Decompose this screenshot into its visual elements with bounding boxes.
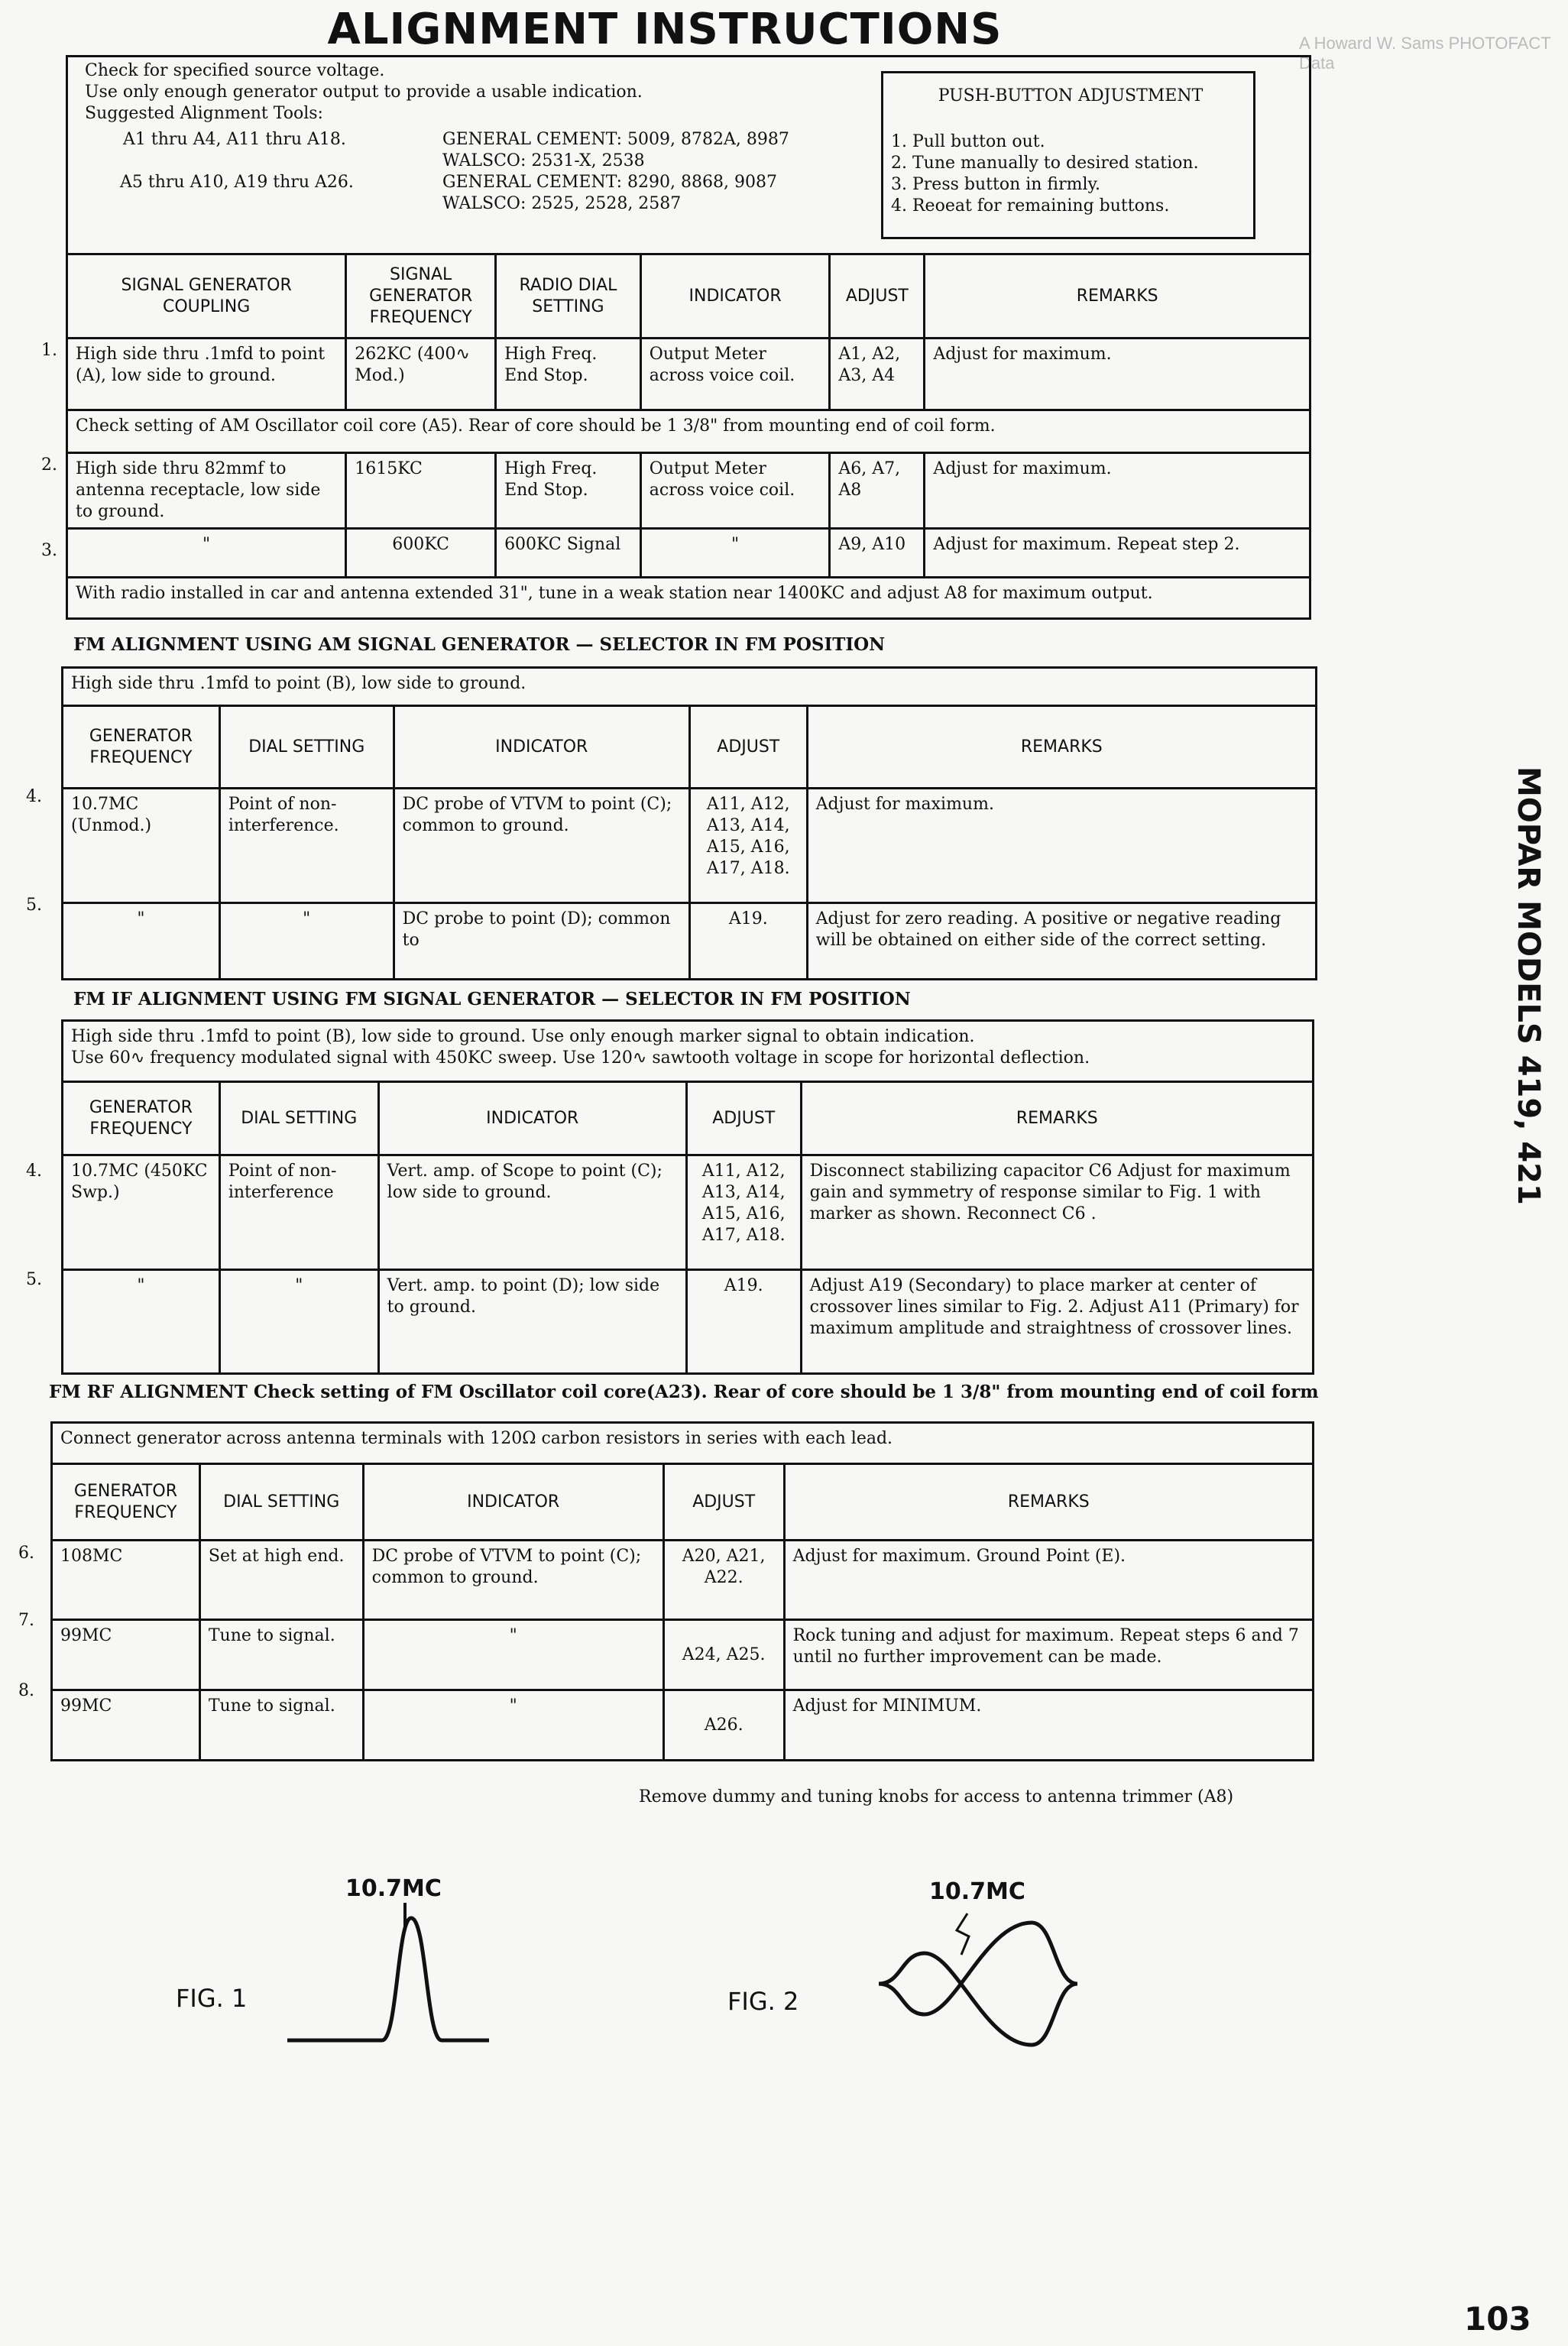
fm-if-table — [61, 1019, 1314, 1375]
cell-dial: " — [219, 1270, 378, 1374]
cell-adjust: A20, A21, A22. — [663, 1541, 784, 1620]
cell-adjust: A1, A2, A3, A4 — [830, 339, 925, 410]
tool-vendor2-2: WALSCO: 2525, 2528, 2587 — [442, 194, 682, 213]
am-header-adjust: ADJUST — [830, 254, 925, 339]
cell-frequency: " — [63, 903, 220, 980]
table-row — [67, 453, 1310, 529]
fm-rf-header-adjust: ADJUST — [663, 1464, 784, 1541]
tool-vendor2-1: WALSCO: 2531-X, 2538 — [442, 151, 645, 170]
row-number: 8. — [18, 1681, 34, 1700]
cell-adjust: A11, A12, A13, A14, A15, A16, A17, A18. — [689, 789, 807, 903]
cell-frequency: 262KC (400∿ Mod.) — [346, 339, 496, 410]
am-header-remarks: REMARKS — [925, 254, 1310, 339]
cell-adjust: A9, A10 — [830, 529, 925, 578]
cell-remarks: Adjust for maximum. — [925, 453, 1310, 529]
cell-remarks: Adjust for MINIMUM. — [784, 1690, 1313, 1761]
table-row — [52, 1541, 1314, 1620]
fm-am-header-adjust: ADJUST — [689, 706, 807, 789]
cell-adjust: A11, A12, A13, A14, A15, A16, A17, A18. — [686, 1155, 801, 1270]
cell-indicator: Output Meter across voice coil. — [640, 339, 830, 410]
intro-box — [66, 55, 1311, 255]
row-number: 4. — [26, 1162, 42, 1181]
fig2-label: FIG. 2 — [727, 1987, 799, 2016]
row-number: 6. — [18, 1544, 34, 1563]
fm-am-note: High side thru .1mfd to point (B), low side to ground. — [63, 668, 1317, 706]
page-number: 103 — [1464, 2300, 1531, 2338]
row-number: 5. — [26, 896, 42, 915]
cell-indicator: " — [363, 1620, 663, 1690]
am-alignment-table — [66, 253, 1311, 620]
row-number: 7. — [18, 1611, 34, 1630]
cell-adjust: A26. — [663, 1690, 784, 1761]
push-step-2: 2. Tune manually to desired station. — [891, 154, 1199, 173]
cell-dial: Tune to signal. — [199, 1690, 363, 1761]
cell-dial: Tune to signal. — [199, 1620, 363, 1690]
cell-indicator: " — [363, 1690, 663, 1761]
fig2-crossover-curve — [871, 1907, 1085, 2060]
fm-rf-header-indicator: INDICATOR — [363, 1464, 663, 1541]
cell-indicator: " — [640, 529, 830, 578]
fm-if-header-remarks: REMARKS — [801, 1082, 1313, 1155]
row-number: 3. — [41, 541, 57, 560]
cell-remarks: Adjust A19 (Secondary) to place marker at center of crossover lines similar to Fig. 2. Adjust A11 (Primary) for maximum amplitude and straightness of crossover lines. — [801, 1270, 1313, 1374]
table-row — [52, 1620, 1314, 1690]
tool-range-1: A1 thru A4, A11 thru A18. — [123, 130, 346, 149]
section-title-fm-if: FM IF ALIGNMENT USING FM SIGNAL GENERATOR — SELECTOR IN FM POSITION — [73, 989, 911, 1009]
push-step-4: 4. Reoeat for remaining buttons. — [891, 196, 1170, 215]
cell-remarks: Adjust for maximum. — [925, 339, 1310, 410]
row-number: 5. — [26, 1270, 42, 1289]
table-row — [67, 339, 1310, 410]
fm-am-header-frequency: GENERATOR FREQUENCY — [63, 706, 220, 789]
cell-coupling: High side thru .1mfd to point (A), low side to ground. — [67, 339, 346, 410]
faint-header: A Howard W. Sams PHOTOFACT Data — [1299, 34, 1551, 73]
cell-remarks: Adjust for maximum. Repeat step 2. — [925, 529, 1310, 578]
cell-adjust: A19. — [689, 903, 807, 980]
table-row — [63, 1270, 1314, 1374]
push-step-3: 3. Press button in firmly. — [891, 175, 1101, 194]
push-step-1: 1. Pull button out. — [891, 132, 1045, 151]
cell-frequency: 108MC — [52, 1541, 200, 1620]
cell-remarks: Adjust for maximum. — [807, 789, 1316, 903]
page-title: ALIGNMENT INSTRUCTIONS — [327, 5, 1003, 54]
cell-frequency: 99MC — [52, 1690, 200, 1761]
side-title-text: MOPAR MODELS 419, 421 — [1511, 766, 1546, 1205]
fm-rf-note: Connect generator across antenna terminals with 120Ω carbon resistors in series with each lead. — [52, 1423, 1314, 1464]
fm-if-header-indicator: INDICATOR — [378, 1082, 686, 1155]
cell-adjust: A6, A7, A8 — [830, 453, 925, 529]
fm-am-header-remarks: REMARKS — [807, 706, 1316, 789]
fm-rf-header-frequency: GENERATOR FREQUENCY — [52, 1464, 200, 1541]
cell-coupling: High side thru 82mmf to antenna receptacle, low side to ground. — [67, 453, 346, 529]
fm-rf-header-dial: DIAL SETTING — [199, 1464, 363, 1541]
fm-am-header-indicator: INDICATOR — [394, 706, 689, 789]
section-title-fm-am: FM ALIGNMENT USING AM SIGNAL GENERATOR — SELECTOR IN FM POSITION — [73, 634, 886, 655]
table-row — [52, 1690, 1314, 1761]
cell-frequency: " — [63, 1270, 220, 1374]
cell-indicator: DC probe to point (D); common to — [394, 903, 689, 980]
tool-range-2: A5 thru A10, A19 thru A26. — [120, 173, 354, 192]
fig1-response-curve — [283, 1903, 497, 2048]
side-title — [1498, 764, 1559, 1205]
fig2-caption: 10.7MC — [929, 1878, 1025, 1905]
am-header-dial: RADIO DIAL SETTING — [496, 254, 641, 339]
table-row — [63, 903, 1317, 980]
cell-coupling: " — [67, 529, 346, 578]
tool-vendor1-1: GENERAL CEMENT: 5009, 8782A, 8987 — [442, 130, 789, 149]
fm-am-table — [61, 666, 1317, 980]
cell-frequency: 99MC — [52, 1620, 200, 1690]
am-note-oscillator: Check setting of AM Oscillator coil core (A5). Rear of core should be 1 3/8" from mounting end of coil form. — [67, 410, 1310, 453]
cell-dial: High Freq. End Stop. — [496, 339, 641, 410]
cell-remarks: Disconnect stabilizing capacitor C6 Adjust for maximum gain and symmetry of response similar to Fig. 1 with marker as shown. Reconnect C6 . — [801, 1155, 1313, 1270]
cell-indicator: Vert. amp. to point (D); low side to ground. — [378, 1270, 686, 1374]
cell-dial: Set at high end. — [199, 1541, 363, 1620]
cell-frequency: 10.7MC (Unmod.) — [63, 789, 220, 903]
push-button-title: PUSH-BUTTON ADJUSTMENT — [938, 86, 1204, 105]
cell-remarks: Rock tuning and adjust for maximum. Repeat steps 6 and 7 until no further improvement can be made. — [784, 1620, 1313, 1690]
table-row — [63, 789, 1317, 903]
am-note-antenna: With radio installed in car and antenna extended 31", tune in a weak station near 1400KC and adjust A8 for maximum output. — [67, 578, 1310, 619]
intro-line2: Use only enough generator output to provide a usable indication. — [85, 83, 643, 102]
intro-line1: Check for specified source voltage. — [85, 61, 385, 80]
push-button-box — [881, 71, 1255, 239]
cell-indicator: DC probe of VTVM to point (C); common to ground. — [363, 1541, 663, 1620]
am-header-frequency: SIGNAL GENERATOR FREQUENCY — [346, 254, 496, 339]
cell-adjust: A24, A25. — [663, 1620, 784, 1690]
fig1-caption: 10.7MC — [345, 1875, 442, 1902]
fm-if-notes — [63, 1021, 1314, 1082]
am-header-coupling: SIGNAL GENERATOR COUPLING — [67, 254, 346, 339]
fm-if-note-2: Use 60∿ frequency modulated signal with 450KC sweep. Use 120∿ sawtooth voltage in scope for horizontal deflection. — [71, 1048, 1090, 1068]
cell-adjust: A19. — [686, 1270, 801, 1374]
fm-if-header-adjust: ADJUST — [686, 1082, 801, 1155]
cell-dial: Point of non-interference. — [219, 789, 394, 903]
intro-line3: Suggested Alignment Tools: — [85, 104, 323, 123]
cell-dial: Point of non-interference — [219, 1155, 378, 1270]
fm-rf-table — [50, 1421, 1314, 1761]
cell-indicator: DC probe of VTVM to point (C); common to ground. — [394, 789, 689, 903]
table-row — [67, 529, 1310, 578]
cell-dial: 600KC Signal — [496, 529, 641, 578]
cell-dial: High Freq. End Stop. — [496, 453, 641, 529]
cell-remarks: Adjust for zero reading. A positive or negative reading will be obtained on either side of the correct setting. — [807, 903, 1316, 980]
fm-if-header-frequency: GENERATOR FREQUENCY — [63, 1082, 220, 1155]
cell-frequency: 1615KC — [346, 453, 496, 529]
fm-rf-header-remarks: REMARKS — [784, 1464, 1313, 1541]
cell-indicator: Vert. amp. of Scope to point (C); low side to ground. — [378, 1155, 686, 1270]
tool-vendor1-2: GENERAL CEMENT: 8290, 8868, 9087 — [442, 173, 777, 192]
cell-frequency: 10.7MC (450KC Swp.) — [63, 1155, 220, 1270]
row-number: 1. — [41, 341, 57, 360]
cell-dial: " — [219, 903, 394, 980]
cell-indicator: Output Meter across voice coil. — [640, 453, 830, 529]
fm-if-note-1: High side thru .1mfd to point (B), low side to ground. Use only enough marker signal to obtain indication. — [71, 1027, 975, 1046]
fig1-label: FIG. 1 — [176, 1984, 248, 2013]
table-row — [63, 1155, 1314, 1270]
fm-if-header-dial: DIAL SETTING — [219, 1082, 378, 1155]
row-number: 2. — [41, 455, 57, 475]
am-header-indicator: INDICATOR — [640, 254, 830, 339]
fm-am-header-dial: DIAL SETTING — [219, 706, 394, 789]
cell-remarks: Adjust for maximum. Ground Point (E). — [784, 1541, 1313, 1620]
footer-note: Remove dummy and tuning knobs for access to antenna trimmer (A8) — [639, 1787, 1234, 1806]
section-title-fm-rf: FM RF ALIGNMENT Check setting of FM Oscillator coil core(A23). Rear of core should be 1 3/8" from mounting end of coil form — [49, 1382, 1319, 1402]
cell-frequency: 600KC — [346, 529, 496, 578]
row-number: 4. — [26, 787, 42, 806]
